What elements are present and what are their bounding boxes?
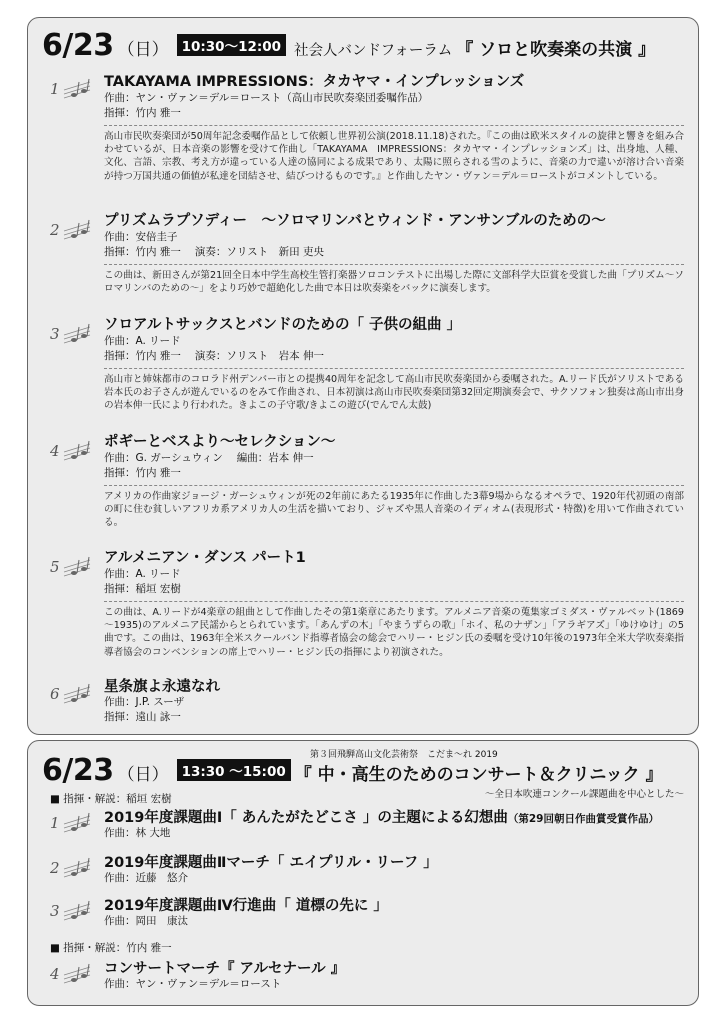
conductor: 指揮：竹内 雅一 [104,467,181,479]
composer: 作曲：近藤 悠介 [104,872,188,884]
divider [104,485,684,486]
music-note-icon: 3 [50,898,96,926]
divider [104,368,684,369]
piece-description: 高山市民吹奏楽団が50周年記念委嘱作品として依頼し世界初公演(2018.11.18)された。『この曲は欧米スタイルの旋律と響きを組み合わせているが、日本音楽の影響を受けて作曲し「TAKAYAMA IMPRESSIONS：タカヤマ・インプレッションズ」は、出身地、人種、文化、言語、宗教、考え方が違っている人達の協同による成果であり、太陽に照らされる雪のように、音楽の力で違いが溶け合い音楽が持つ万国共通の価値が私達を団結させ、結びつけるものです。』と作曲したヤン・ヴァン＝デル＝ローストがコメントしている。 [104,131,684,182]
piece-title: コンサートマーチ『 アルセナール 』 [104,961,346,977]
event-note: ～全日本吹連コンクール課題曲を中心とした～ [484,789,684,800]
piece-description: アメリカの作曲家ジョージ・ガーシュウィンが死の2年前にあたる1935年に作曲した3幕9場からなるオペラで、1920年代初頭の南部の町に住む貧しいアフリカ系アメリカ人の生活を描いており、ジャズや黒人音楽のイディオム(表現形式・特徴)を用いて作曲されている。 [104,491,684,529]
music-note-icon: 2 [50,855,96,883]
section-header [42,28,655,63]
piece-title: TAKAYAMA IMPRESSIONS：タカヤマ・インプレッションズ [104,74,525,90]
piece-title: ポギーとベスより～セレクション～ [104,434,336,450]
composer: 作曲：ヤン・ヴァン＝デル＝ロースト [104,978,282,990]
conductor-heading: ■ 指揮・解説：稲垣 宏樹 [50,793,172,805]
music-note-icon: 5 [50,554,96,582]
date: 6/23 [42,28,114,63]
event-title: 『 中・高生のためのコンサート＆クリニック 』 [294,765,663,785]
composer: 作曲：A. リード [104,568,181,580]
piece-title: プリズムラプソディー ～ソロマリンバとウィンド・アンサンブルのための～ [104,213,606,229]
conductor-heading: ■ 指揮・解説：竹内 雅一 [50,942,172,954]
piece-description: 高山市と姉妹都市のコロラド州デンバー市との提携40周年を記念して高山市民吹奏楽団から委嘱された。A.リード氏がソリストである岩本氏のお子さんが遊んでいるのをみて作曲され、日本初演は高山市民吹奏楽団第32回定期演奏会で、サクソフォン独奏は高山市出身の岩本伸一氏により行われた。きよこの子守歌/きよこの遊び(でんでん太鼓) [104,374,684,412]
piece-title: 2019年度課題曲Ⅰ「 あんたがたどこさ 」の主題による幻想曲（第29回朝日作曲賞受賞作品） [104,810,659,826]
composer: 作曲：J.P. スーザ [104,696,185,708]
conductor: 指揮：稲垣 宏樹 [104,583,181,595]
divider [104,601,684,602]
divider [104,264,684,265]
music-note-icon: 1 [50,810,96,838]
event-title-prefix: 社会人バンドフォーラム [294,43,453,59]
morning-program-panel [27,17,699,735]
piece-title: 2019年度課題曲Ⅳ行進曲「 道標の先に 」 [104,898,388,914]
conductor: 指揮：遠山 詠一 [104,711,181,723]
music-note-icon: 4 [50,438,96,466]
day-of-week: （日） [117,40,169,60]
divider [104,125,684,126]
piece-title: アルメニアン・ダンス パート1 [104,550,306,566]
composer: 作曲：A. リード [104,335,181,347]
music-note-icon: 1 [50,76,96,104]
piece-title: 星条旗よ永遠なれ [104,679,220,695]
composer: 作曲：岡田 康汰 [104,915,188,927]
festival-subtitle: 第３回飛騨高山文化芸術祭 こだま～れ 2019 [310,750,498,760]
composer: 作曲：安倍圭子 [104,231,178,243]
music-note-icon: 2 [50,217,96,245]
music-note-icon: 6 [50,681,96,709]
date: 6/23 [42,753,114,788]
afternoon-program-panel [27,740,699,1006]
piece-description: この曲は、新田さんが第21回全日本中学生高校生管打楽器ソロコンテストに出場した際に文部科学大臣賞を受賞した曲「プリズム～ソロマリンバのための～」をより巧妙で超絶化した曲で本日は吹奏楽をバックに演奏します。 [104,270,684,295]
time-badge: 13:30 ～15:00 [177,759,291,781]
composer: 作曲：林 大地 [104,827,171,839]
time-badge: 10:30～12:00 [177,34,286,56]
piece-title: 2019年度課題曲Ⅱマーチ「 エイプリル・リーフ 」 [104,855,438,871]
composer: 作曲：ヤン・ヴァン＝デル＝ロースト（高山市民吹奏楽団委嘱作品） [104,92,429,104]
conductor-performer: 指揮：竹内 雅一 演奏：ソリスト 新田 吏央 [104,246,324,258]
composer-arranger: 作曲：G. ガーシュウィン 編曲：岩本 伸一 [104,452,314,464]
section-header [42,753,663,788]
conductor: 指揮：竹内 雅一 [104,107,181,119]
event-title: 『 ソロと吹奏楽の共演 』 [456,40,656,60]
piece-title: ソロアルトサックスとバンドのための「 子供の組曲 」 [104,317,462,333]
music-note-icon: 3 [50,321,96,349]
music-note-icon: 4 [50,961,96,989]
day-of-week: （日） [117,765,169,785]
conductor-performer: 指揮：竹内 雅一 演奏：ソリスト 岩本 伸一 [104,350,324,362]
piece-description: この曲は、A.リードが4楽章の組曲として作曲したその第1楽章にあたります。アルメニア音楽の蒐集家ゴミダス・ヴァルベット(1869～1935)のアルメニア民謡からとられています。「あんずの木」「やまうずらの歌」「ホイ、私のナザン」「アラギアズ」「ゆけゆけ」の5曲です。この曲は、1963年全米スクールバンド指導者協会の総会でハリー・ヒジン氏の委嘱を受け10年後の1973年全米大学吹奏楽指導者協会のコンベンションの席上でハリー・ヒジン氏の指揮により初演された。 [104,607,684,658]
